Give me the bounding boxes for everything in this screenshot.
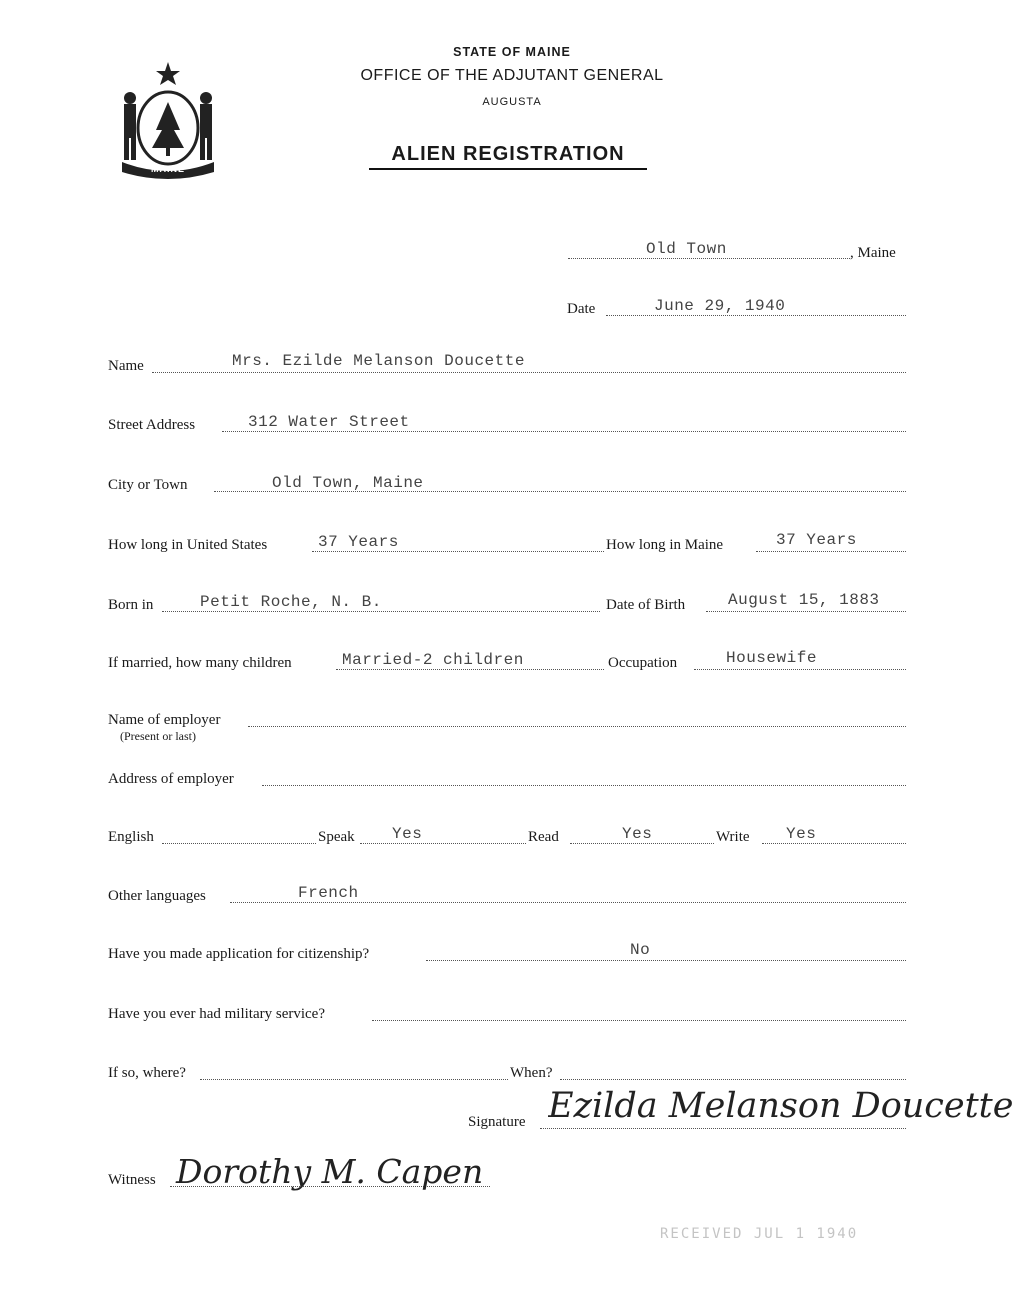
us-line: [312, 551, 604, 552]
write-value: Yes: [786, 825, 817, 843]
date-label: Date: [567, 301, 596, 317]
street-value: 312 Water Street: [248, 413, 410, 431]
citizenship-line: [426, 960, 906, 961]
occupation-value: Housewife: [726, 649, 817, 667]
children-value: Married-2 children: [342, 651, 524, 669]
citizenship-value: No: [630, 941, 651, 959]
when-label: When?: [510, 1065, 553, 1081]
header-office: OFFICE OF THE ADJUTANT GENERAL: [360, 67, 664, 84]
occupation-line: [694, 669, 906, 670]
name-value: Mrs. Ezilde Melanson Doucette: [232, 352, 525, 370]
dob-value: August 15, 1883: [728, 591, 880, 609]
dob-line: [706, 611, 906, 612]
military-label: Have you ever had military service?: [108, 1006, 325, 1022]
citizenship-label: Have you made application for citizenship?: [108, 946, 370, 962]
speak-value: Yes: [392, 825, 423, 843]
witness-signature: Dorothy M. Capen: [176, 1152, 484, 1191]
us-label: How long in United States: [108, 537, 268, 553]
form-title: ALIEN REGISTRATION: [369, 143, 647, 170]
name-label: Name: [108, 358, 144, 374]
other-languages-label: Other languages: [108, 888, 206, 904]
born-value: Petit Roche, N. B.: [200, 593, 382, 611]
maine-line: [756, 551, 906, 552]
date-value: June 29, 1940: [654, 297, 786, 315]
date-line: [606, 315, 906, 316]
where-label: If so, where?: [108, 1065, 186, 1081]
signature-line: [540, 1128, 906, 1129]
employer-address-line: [262, 785, 906, 786]
us-value: 37 Years: [318, 533, 399, 551]
signature-label: Signature: [468, 1114, 526, 1130]
speak-line: [360, 843, 526, 844]
read-line: [570, 843, 714, 844]
other-languages-value: French: [298, 884, 359, 902]
military-line: [372, 1020, 906, 1021]
city-label: City or Town: [108, 477, 188, 493]
header-city: AUGUSTA: [482, 96, 542, 108]
where-line: [200, 1079, 508, 1080]
seal-banner-label: MAINE: [151, 164, 185, 174]
read-label: Read: [528, 829, 559, 845]
received-stamp: RECEIVED JUL 1 1940: [660, 1226, 859, 1242]
occupation-label: Occupation: [608, 655, 678, 671]
witness-label: Witness: [108, 1172, 156, 1188]
employer-address-label: Address of employer: [108, 771, 234, 787]
location-value: Old Town: [646, 240, 727, 258]
born-line: [162, 611, 600, 612]
city-value: Old Town, Maine: [272, 474, 424, 492]
children-line: [336, 669, 604, 670]
employer-line: [248, 726, 906, 727]
applicant-signature: Ezilda Melanson Doucette: [548, 1086, 1014, 1126]
employer-label: Name of employer: [108, 712, 221, 728]
other-languages-line: [230, 902, 906, 903]
dob-label: Date of Birth: [606, 597, 686, 613]
name-line: [152, 372, 906, 373]
write-label: Write: [716, 829, 750, 845]
born-label: Born in: [108, 597, 154, 613]
when-line: [560, 1079, 906, 1080]
maine-value: 37 Years: [776, 531, 857, 549]
header-state: STATE OF MAINE: [453, 45, 571, 59]
employer-sublabel: (Present or last): [120, 729, 196, 743]
maine-label: How long in Maine: [606, 537, 724, 553]
location-suffix: , Maine: [850, 245, 896, 261]
english-line: [162, 843, 316, 844]
children-label: If married, how many children: [108, 655, 292, 671]
speak-label: Speak: [318, 829, 355, 845]
street-line: [222, 431, 906, 432]
write-line: [762, 843, 906, 844]
street-label: Street Address: [108, 417, 196, 433]
read-value: Yes: [622, 825, 653, 843]
english-label: English: [108, 829, 154, 845]
location-line: [568, 258, 850, 259]
